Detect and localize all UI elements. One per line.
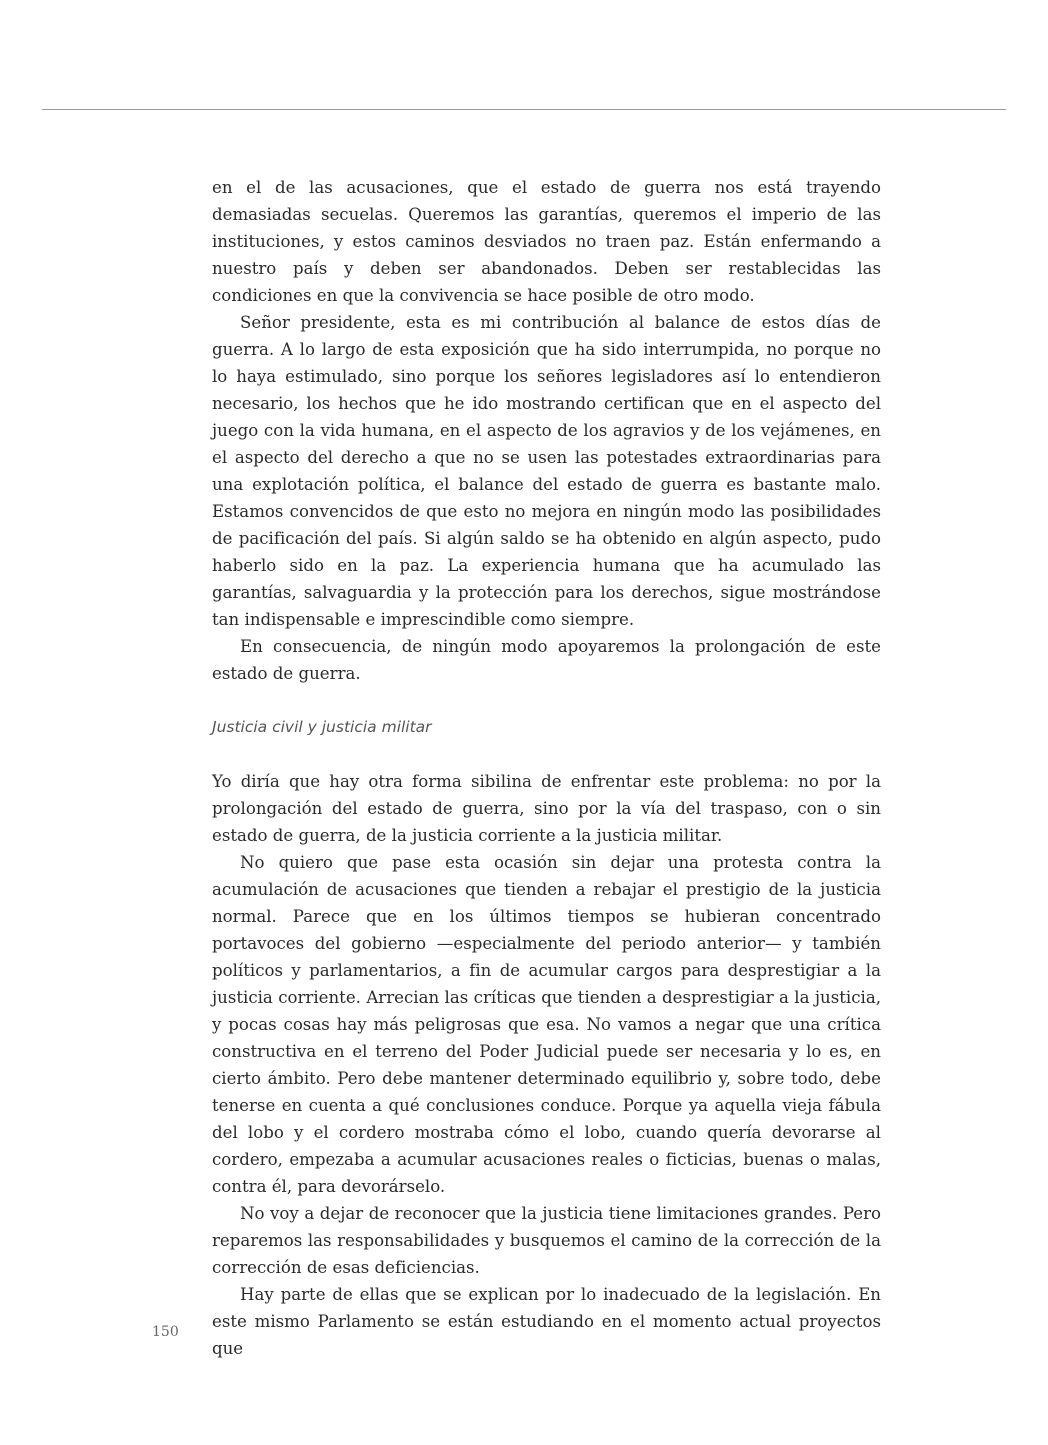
paragraph-continuation: en el de las acusaciones, que el estado de guerra nos está trayendo demasiadas secuelas. Queremos las garantías, queremos el imperio de las instituciones, y estos caminos desviados no traen paz. Están enfermando a nuestro país y deben ser abandonados. Deben ser restablecidas las condiciones en que la convivencia se hace posible de otro modo. [212, 178, 881, 305]
paragraph: Señor presidente, esta es mi contribución al balance de estos días de guerra. A lo largo de esta exposición que ha sido interrumpida, no porque no lo haya estimulado, sino porque los señores legisladores así lo entendieron necesario, los hechos que he ido mostrando certifican que en el aspecto del juego con la vida humana, en el aspecto de los agravios y de los vejámenes, en el aspecto del derecho a que no se usen las potestades extraordinarias para una explotación política, el balance del estado de guerra es bastante malo. Estamos convencidos de que esto no mejora en ningún modo las posibilidades de pacificación del país. Si algún saldo se ha obtenido en algún aspecto, pudo haberlo sido en la paz. La experiencia humana que ha acumulado las garantías, salvaguardia y la protección para los derechos, sigue mostrándose tan indispensable e imprescindible como siempre. [212, 313, 881, 629]
paragraph: No voy a dejar de reconocer que la justicia tiene limitaciones grandes. Pero reparemos las responsabilidades y busquemos el camino de la corrección de la corrección de esas deficiencias. [212, 1204, 881, 1277]
paragraph: Hay parte de ellas que se explican por lo inadecuado de la legislación. En este mismo Parlamento se están estudiando en el momento actual proyectos que [212, 1285, 881, 1358]
paragraph: En consecuencia, de ningún modo apoyaremos la prolongación de este estado de guerra. [212, 637, 881, 683]
body-text [212, 174, 881, 1362]
header-rule [42, 109, 1006, 110]
paragraph: Yo diría que hay otra forma sibilina de enfrentar este problema: no por la prolongación del estado de guerra, sino por la vía del traspaso, con o sin estado de guerra, de la justicia corriente a la justicia militar. [212, 772, 881, 845]
page-number: 150 [152, 1324, 179, 1340]
paragraph: No quiero que pase esta ocasión sin dejar una protesta contra la acumulación de acusaciones que tienden a rebajar el prestigio de la justicia normal. Parece que en los últimos tiempos se hubieran concentrado portavoces del gobierno —especialmente del periodo anterior— y también políticos y parlamentarios, a fin de acumular cargos para desprestigiar a la justicia corriente. Arrecian las críticas que tienden a desprestigiar a la justicia, y pocas cosas hay más peligrosas que esa. No vamos a negar que una crítica constructiva en el terreno del Poder Judicial puede ser necesaria y lo es, en cierto ámbito. Pero debe mantener determinado equilibrio y, sobre todo, debe tenerse en cuenta a qué conclusiones conduce. Porque ya aquella vieja fábula del lobo y el cordero mostraba cómo el lobo, cuando quería devorarse al cordero, empezaba a acumular acusaciones reales o ficticias, buenas o malas, contra él, para devorárselo. [212, 853, 881, 1196]
section-heading: Justicia civil y justicia militar [212, 718, 432, 736]
